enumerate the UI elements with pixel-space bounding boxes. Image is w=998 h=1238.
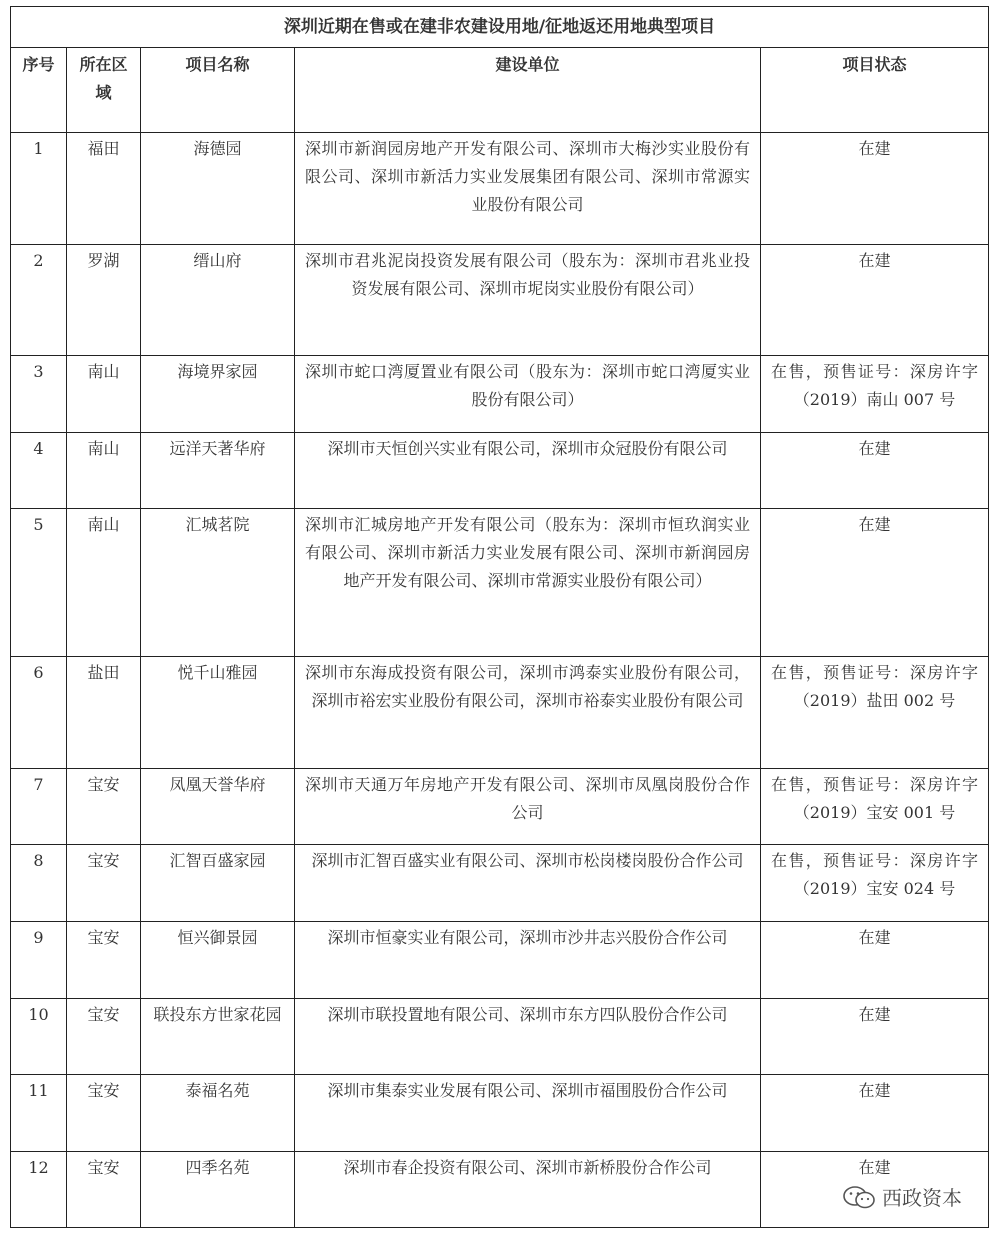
- table-row: [11, 133, 989, 245]
- cell-name: 联投东方世家花园: [141, 999, 295, 1075]
- cell-unit: 深圳市恒豪实业有限公司，深圳市沙井志兴股份合作公司: [295, 922, 761, 999]
- table-row: [11, 922, 989, 999]
- cell-status: 在建: [761, 245, 989, 356]
- cell-name: 远洋天著华府: [141, 433, 295, 509]
- cell-status: 在售，预售证号：深房许字（2019）盐田 002 号: [761, 657, 989, 769]
- table-row: [11, 999, 989, 1075]
- header-area: 所在区域: [67, 48, 141, 133]
- cell-unit: 深圳市东海成投资有限公司，深圳市鸿泰实业股份有限公司，深圳市裕宏实业股份有限公司，深圳市裕泰实业股份有限公司: [295, 657, 761, 769]
- cell-status: 在建: [761, 1152, 989, 1228]
- cell-seq: 3: [11, 356, 67, 433]
- cell-area: 南山: [67, 356, 141, 433]
- header-name: 项目名称: [141, 48, 295, 133]
- table-row: [11, 1075, 989, 1152]
- cell-status: 在建: [761, 509, 989, 657]
- cell-status: 在建: [761, 133, 989, 245]
- cell-unit: 深圳市集泰实业发展有限公司、深圳市福围股份合作公司: [295, 1075, 761, 1152]
- table-row: [11, 845, 989, 922]
- cell-seq: 9: [11, 922, 67, 999]
- header-row: [11, 48, 989, 133]
- cell-area: 宝安: [67, 845, 141, 922]
- cell-name: 海德园: [141, 133, 295, 245]
- cell-name: 泰福名苑: [141, 1075, 295, 1152]
- table-row: [11, 509, 989, 657]
- cell-seq: 6: [11, 657, 67, 769]
- cell-seq: 10: [11, 999, 67, 1075]
- table-title: 深圳近期在售或在建非农建设用地/征地返还用地典型项目: [11, 7, 989, 48]
- cell-status: 在售，预售证号：深房许字（2019）宝安 024 号: [761, 845, 989, 922]
- cell-name: 凤凰天誉华府: [141, 769, 295, 845]
- cell-area: 盐田: [67, 657, 141, 769]
- cell-name: 汇智百盛家园: [141, 845, 295, 922]
- cell-area: 宝安: [67, 999, 141, 1075]
- header-seq: 序号: [11, 48, 67, 133]
- cell-unit: 深圳市新润园房地产开发有限公司、深圳市大梅沙实业股份有限公司、深圳市新活力实业发展集团有限公司、深圳市常源实业股份有限公司: [295, 133, 761, 245]
- title-row: [11, 7, 989, 48]
- cell-name: 悦千山雅园: [141, 657, 295, 769]
- cell-name: 汇城茗院: [141, 509, 295, 657]
- watermark-text: 西政资本: [882, 1186, 962, 1210]
- cell-seq: 2: [11, 245, 67, 356]
- cell-status: 在建: [761, 433, 989, 509]
- cell-area: 宝安: [67, 1152, 141, 1228]
- table-row: [11, 433, 989, 509]
- table-body: [11, 7, 989, 1228]
- watermark: [836, 1180, 968, 1213]
- cell-unit: 深圳市蛇口湾厦置业有限公司（股东为：深圳市蛇口湾厦实业股份有限公司）: [295, 356, 761, 433]
- cell-area: 南山: [67, 433, 141, 509]
- cell-status: 在售，预售证号：深房许字（2019）南山 007 号: [761, 356, 989, 433]
- cell-unit: 深圳市汇智百盛实业有限公司、深圳市松岗楼岗股份合作公司: [295, 845, 761, 922]
- wechat-icon: [842, 1185, 876, 1209]
- cell-seq: 1: [11, 133, 67, 245]
- cell-area: 罗湖: [67, 245, 141, 356]
- cell-unit: 深圳市天恒创兴实业有限公司，深圳市众冠股份有限公司: [295, 433, 761, 509]
- cell-unit: 深圳市天通万年房地产开发有限公司、深圳市凤凰岗股份合作公司: [295, 769, 761, 845]
- cell-status: 在建: [761, 1075, 989, 1152]
- cell-name: 缙山府: [141, 245, 295, 356]
- cell-status: 在售，预售证号：深房许字（2019）宝安 001 号: [761, 769, 989, 845]
- cell-name: 四季名苑: [141, 1152, 295, 1228]
- cell-seq: 11: [11, 1075, 67, 1152]
- cell-area: 福田: [67, 133, 141, 245]
- cell-status: 在建: [761, 922, 989, 999]
- cell-status: 在建: [761, 999, 989, 1075]
- header-status: 项目状态: [761, 48, 989, 133]
- cell-seq: 5: [11, 509, 67, 657]
- table-row: [11, 769, 989, 845]
- cell-unit: 深圳市汇城房地产开发有限公司（股东为：深圳市恒玖润实业有限公司、深圳市新活力实业发展有限公司、深圳市新润园房地产开发有限公司、深圳市常源实业股份有限公司）: [295, 509, 761, 657]
- cell-name: 海境界家园: [141, 356, 295, 433]
- cell-unit: 深圳市君兆泥岗投资发展有限公司（股东为：深圳市君兆业投资发展有限公司、深圳市坭岗实业股份有限公司）: [295, 245, 761, 356]
- cell-unit: 深圳市联投置地有限公司、深圳市东方四队股份合作公司: [295, 999, 761, 1075]
- cell-name: 恒兴御景园: [141, 922, 295, 999]
- cell-seq: 7: [11, 769, 67, 845]
- table-row: [11, 245, 989, 356]
- cell-seq: 8: [11, 845, 67, 922]
- cell-area: 宝安: [67, 922, 141, 999]
- cell-seq: 4: [11, 433, 67, 509]
- cell-area: 宝安: [67, 1075, 141, 1152]
- projects-table: [10, 6, 989, 1228]
- table-row: [11, 657, 989, 769]
- cell-area: 南山: [67, 509, 141, 657]
- header-unit: 建设单位: [295, 48, 761, 133]
- cell-seq: 12: [11, 1152, 67, 1228]
- table-row: [11, 356, 989, 433]
- cell-unit: 深圳市春企投资有限公司、深圳市新桥股份合作公司: [295, 1152, 761, 1228]
- cell-area: 宝安: [67, 769, 141, 845]
